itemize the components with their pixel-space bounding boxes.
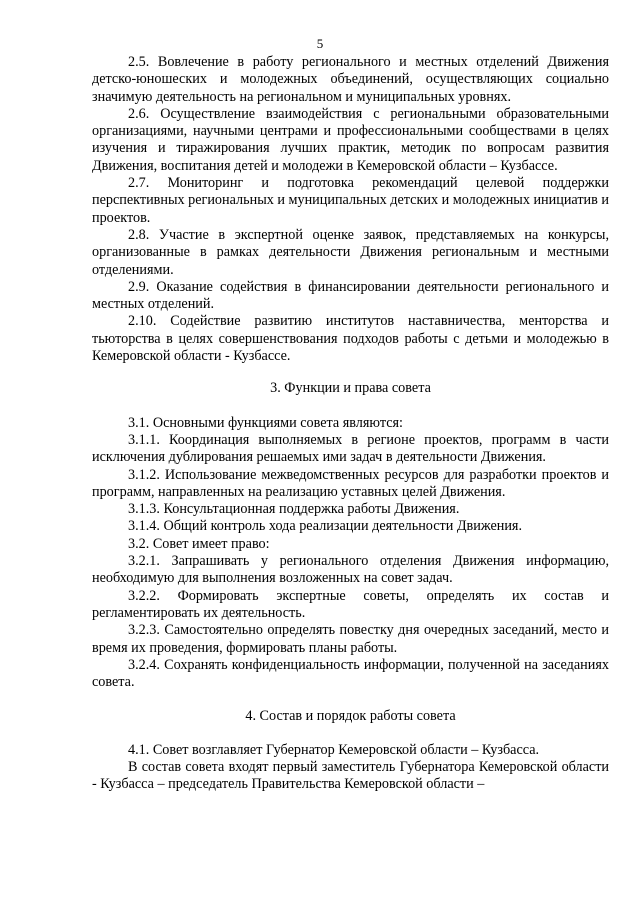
section-4-heading: 4. Состав и порядок работы совета bbox=[245, 708, 456, 725]
paragraph-3-1-1: 3.1.1. Координация выполняемых в регионе проектов, программ в части исключения дублирования решаемых ими задач в деятельности Движения. bbox=[92, 431, 609, 466]
paragraph-3-2-4: 3.2.4. Сохранять конфиденциальность информации, полученной на заседаниях совета. bbox=[92, 656, 609, 691]
paragraph-4-1: 4.1. Совет возглавляет Губернатор Кемеровской области – Кузбасса. bbox=[128, 741, 540, 758]
paragraph-2-10: 2.10. Содействие развитию институтов наставничества, менторства и тьюторства в целях совершенствования подходов работы с детьми и молодежью в Кемеровской области - Кузбассе. bbox=[92, 313, 609, 365]
paragraph-2-8: 2.8. Участие в экспертной оценке заявок, представляемых на конкурсы, организованные в рамках деятельности Движения региональным и местными отделениями. bbox=[92, 226, 609, 278]
paragraph-2-6: 2.6. Осуществление взаимодействия с региональными образовательными организациями, научными центрами и профессиональными сообществами в целях изучения и тиражирования лучших практик, методик по вопросам развития Движения, воспитания детей и молодежи в Кемеровской области – Кузбассе. bbox=[92, 105, 609, 174]
page-number: 5 bbox=[316, 36, 324, 51]
section-3-heading: 3. Функции и права совета bbox=[270, 380, 431, 397]
paragraph-4-1-continued: В состав совета входят первый заместитель Губернатора Кемеровской области - Кузбасса – председатель Правительства Кемеровской области – bbox=[92, 758, 609, 793]
paragraph-2-5: 2.5. Вовлечение в работу регионального и местных отделений Движения детско-юношеских и молодежных объединений, осуществляющих социально значимую деятельность на региональном и муниципальных уровнях. bbox=[92, 54, 609, 105]
paragraph-3-1-3: 3.1.3. Консультационная поддержка работы Движения. bbox=[128, 501, 460, 518]
paragraph-3-2-1: 3.2.1. Запрашивать у регионального отделения Движения информацию, необходимую для выполнения возложенных на совет задач. bbox=[92, 553, 609, 587]
paragraph-3-2: 3.2. Совет имеет право: bbox=[128, 535, 270, 552]
paragraph-2-9: 2.9. Оказание содействия в финансировании деятельности регионального и местных отделений. bbox=[92, 278, 609, 313]
paragraph-2-7: 2.7. Мониторинг и подготовка рекомендаций целевой поддержки перспективных региональных и муниципальных детских и молодежных инициатив и проектов. bbox=[92, 175, 609, 226]
paragraph-3-2-3: 3.2.3. Самостоятельно определять повестку дня очередных заседаний, место и время их проведения, формировать планы работы. bbox=[92, 622, 609, 656]
paragraph-3-1: 3.1. Основными функциями совета являются: bbox=[128, 414, 403, 431]
paragraph-3-2-2: 3.2.2. Формировать экспертные советы, определять их состав и регламентировать их деятельность. bbox=[92, 587, 609, 621]
paragraph-3-1-2: 3.1.2. Использование межведомственных ресурсов для разработки проектов и программ, направленных на реализацию уставных целей Движения. bbox=[92, 466, 609, 500]
document-body bbox=[92, 54, 609, 794]
paragraph-3-1-4: 3.1.4. Общий контроль хода реализации деятельности Движения. bbox=[128, 518, 523, 535]
